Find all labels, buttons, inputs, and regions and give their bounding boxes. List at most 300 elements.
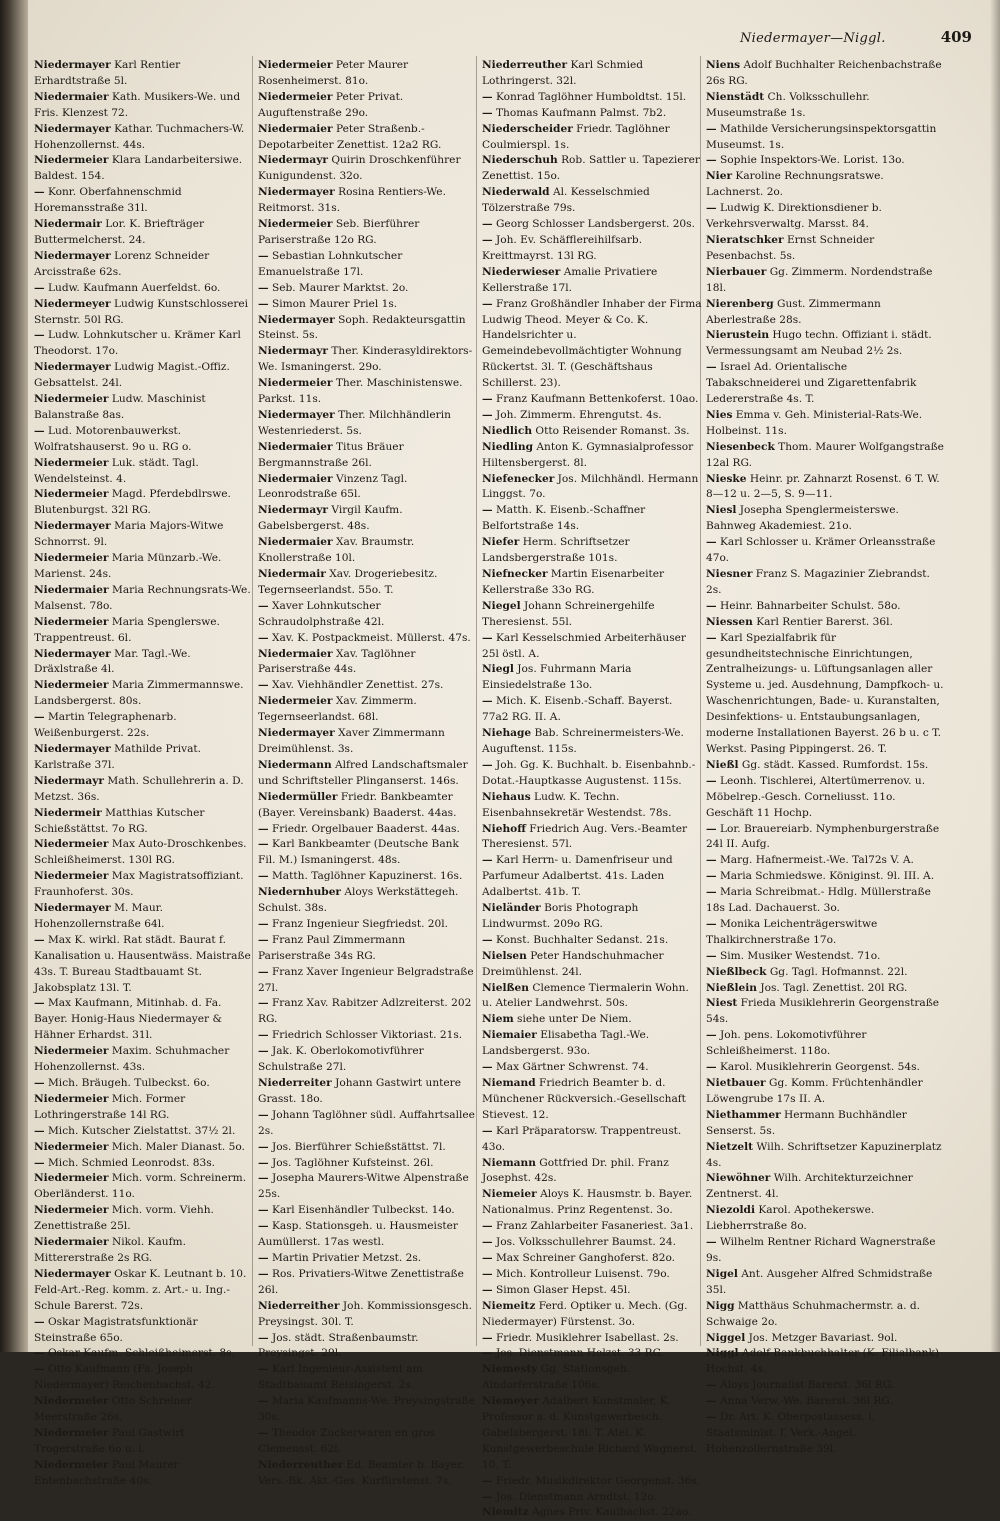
entry-details: Sebastian Lohnkutscher Emanuelstraße 17l. (258, 249, 403, 278)
directory-entry (482, 503, 702, 535)
directory-entry (706, 949, 944, 965)
entry-details: Josepha Maurers-Witwe Alpenstraße 25s. (258, 1172, 469, 1201)
directory-entry (34, 996, 254, 1044)
directory-entry (34, 933, 254, 997)
entry-details: Friedr. Bankbeamter (Bayer. Vereinsbank) Baaderst. 44as. (258, 790, 457, 819)
directory-entry (258, 726, 478, 758)
entry-details: Adolf Buchhalter Reichenbachstraße 26s RG. (706, 59, 942, 87)
directory-entry (34, 281, 254, 297)
directory-entry (482, 297, 702, 392)
directory-entry (34, 837, 254, 869)
entry-details: Wilh. Schriftsetzer Kapuzinerplatz 4s. (706, 1140, 942, 1169)
entry-details: Xaver Lohnkutscher Schraudolphstraße 42l. (258, 599, 385, 628)
entry-surname: Niederscheider (482, 122, 573, 135)
directory-entry (34, 185, 254, 217)
entry-surname: — (258, 870, 269, 883)
entry-surname: Niesl (706, 504, 737, 517)
directory-entry (706, 265, 944, 297)
directory-entry (34, 1140, 254, 1156)
entry-details: Adolf Bankbuchhalter (K. Filialbank) Hochst. 4s. (706, 1347, 940, 1376)
entry-details: Jos. Dienstmann Holzst. 33 RG. (492, 1347, 665, 1360)
entry-surname: — (258, 1251, 269, 1264)
entry-surname: Niedermaier (34, 583, 109, 596)
entry-details: Gg. Zimmerm. Nordendstraße 18l. (706, 265, 933, 294)
entry-surname: Niederreither (258, 1299, 340, 1312)
entry-details: Sophie Inspektors-We. Lorist. 13o. (716, 154, 905, 167)
directory-entry (258, 297, 478, 313)
directory-entry (258, 503, 478, 535)
entry-details: Oskar K. Leutnant b. 10. Feld-Art.-Reg. komm. z. Art.- u. Ing.-Schule Barerst. 72s. (34, 1267, 247, 1312)
entry-surname: Niedermaier (258, 440, 333, 453)
directory-entry (706, 297, 944, 329)
directory-column-3 (482, 58, 702, 1519)
entry-details: Jak. K. Oberlokomotivführer Schulstraße 27l. (258, 1045, 424, 1074)
directory-entry (34, 392, 254, 424)
entry-details: Luk. städt. Tagl. Wendelsteinst. 4. (34, 456, 199, 485)
entry-details: Mich. K. Eisenb.-Schaff. Bayerst. 77a2 RG. II. A. (482, 695, 673, 724)
entry-details: Ed. Beamter b. Bayer. Vers.-Bk. Akt.-Ges. Kurfürstenst. 7s. (258, 1458, 465, 1487)
directory-entry (706, 201, 944, 233)
entry-details: Anna Verw.-We. Barerst. 36l RG. (716, 1395, 893, 1408)
entry-surname: Niens (706, 59, 741, 71)
entry-surname: — (34, 1124, 45, 1137)
entry-details: Ludwig Kunstschlosserei Sternstr. 50l RG. (34, 297, 249, 326)
directory-entry (706, 408, 944, 440)
entry-details: Josepha Spenglermeisterswe. Bahnweg Akademiest. 21o. (706, 504, 899, 533)
directory-entry (34, 1267, 254, 1315)
directory-entry (258, 1299, 478, 1331)
page-edge-shadow (990, 0, 1000, 1352)
entry-details: Jos. Milchhändl. Hermann Linggst. 7o. (482, 472, 699, 501)
directory-entry (258, 535, 478, 567)
directory-entry (482, 1490, 702, 1506)
directory-entry (258, 1426, 478, 1458)
entry-surname: Niedermayer (258, 186, 335, 199)
entry-surname: — (706, 774, 717, 787)
entry-details: Gg. Komm. Früchtenhändler Löwengrube 17s II. A. (706, 1077, 923, 1105)
entry-details: Maria Spenglerswe. Trappentreust. 6l. (34, 615, 220, 644)
directory-entry (34, 153, 254, 185)
entry-surname: — (258, 822, 269, 835)
entry-surname: — (482, 758, 493, 771)
entry-surname: Niehoff (482, 822, 526, 835)
directory-entry (258, 408, 478, 440)
entry-surname: Niedermayer (34, 1267, 111, 1280)
entry-details: Wilh. Architekturzeichner Zentnerst. 4l. (706, 1172, 913, 1201)
directory-entry (34, 1394, 254, 1426)
directory-entry (34, 1203, 254, 1235)
entry-details: Max Magistratsoffiziant. Fraunhoferst. 30s. (34, 870, 244, 899)
entry-details: Math. Schullehrerin a. D. Metzst. 36s. (34, 774, 244, 803)
entry-details: Karl Rentier Erhardtstraße 5l. (34, 59, 181, 87)
entry-surname: Niedermair (258, 568, 326, 580)
entry-surname: — (258, 1029, 269, 1042)
directory-entry (34, 1124, 254, 1140)
directory-entry (706, 615, 944, 631)
entry-surname: — (34, 1363, 45, 1376)
entry-surname: — (34, 1156, 45, 1169)
entry-details: Karoline Rechnungsratswe. Lachnerst. 2o. (706, 170, 884, 199)
directory-entry (258, 837, 478, 869)
entry-details: Johann Schreinergehilfe Theresienst. 55l. (482, 599, 655, 628)
directory-entry (706, 965, 944, 981)
entry-surname: Niedermaier (258, 472, 333, 485)
directory-entry (482, 122, 702, 154)
entry-details: Max K. wirkl. Rat städt. Baurat f. Kanalisation u. Hausentwäss. Maistraße 43s. T. Bureau Stadtbauamt St. Jakobsplatz 13l. T. (34, 933, 251, 994)
entry-surname: Niedermaier (34, 90, 109, 103)
entry-details: Ludwig K. Direktionsdiener b. Verkehrsverwaltg. Marsst. 84. (706, 202, 882, 231)
directory-entry (706, 1346, 944, 1378)
entry-details: Ludw. Maschinist Balanstraße 8as. (34, 393, 206, 421)
directory-entry (706, 58, 944, 90)
entry-details: Monika Leichenträgerswitwe Thalkirchnerstraße 17o. (706, 917, 878, 946)
entry-details: Rosina Rentiers-We. Reitmorst. 31s. (258, 186, 446, 215)
entry-details: Marg. Hafnermeist.-We. Tal72s V. A. (716, 854, 914, 867)
entry-surname: — (482, 233, 493, 246)
directory-entry (482, 1346, 702, 1362)
directory-entry (706, 440, 944, 472)
entry-details: Kathar. Tuchmachers-W. Hohenzollernst. 44s. (34, 122, 245, 151)
entry-surname: Niedermaier (34, 1236, 109, 1249)
entry-surname: — (482, 504, 493, 517)
directory-entry (706, 360, 944, 408)
entry-surname: — (706, 1236, 717, 1249)
entry-surname: — (258, 249, 269, 262)
entry-details: Joh. Gg. K. Buchhalt. b. Eisenbahnb.-Dotat.-Hauptkasse Augustenst. 115s. (482, 758, 696, 787)
directory-entry (482, 1028, 702, 1060)
entry-details: Hugo techn. Offiziant i. städt. Vermessungsamt am Neubad 2½ 2s. (706, 329, 932, 358)
entry-details: Karol. Musiklehrerin Georgenst. 54s. (716, 1061, 920, 1074)
entry-details: Gottfried Dr. phil. Franz Josephst. 42s. (482, 1156, 669, 1185)
directory-entry (482, 1283, 702, 1299)
entry-surname: — (258, 631, 269, 644)
entry-details: Mich. Bräugeh. Tulbeckst. 6o. (44, 1077, 210, 1089)
directory-entry (482, 1156, 702, 1188)
entry-surname: Niedermeier (34, 1140, 109, 1153)
directory-entry (258, 1267, 478, 1299)
entry-details: Konrad Taglöhner Humboldtst. 15l. (492, 90, 687, 103)
directory-entry (706, 328, 944, 360)
entry-details: Karl Bankbeamter (Deutsche Bank Fil. M.) Ismaningerst. 48s. (258, 838, 459, 867)
entry-details: Lud. Motorenbauwerkst. Wolfratshauserst. 9o u. RG o. (34, 424, 192, 453)
entry-surname: Niehaus (482, 790, 531, 803)
entry-details: Otto Schreiner Meerstraße 26s. (34, 1395, 192, 1424)
entry-surname: Niederreuther (482, 59, 568, 71)
entry-surname: — (482, 106, 493, 119)
entry-details: Hermann Buchhändler Senserst. 5s. (706, 1108, 907, 1137)
entry-details: Otto Kaufmann (Fa. Joseph Niedermayer) Reichenbachst. 42. (34, 1363, 215, 1392)
directory-entry (706, 1378, 944, 1394)
entry-details: Franz Zahlarbeiter Fasaneriest. 3a1. (492, 1220, 694, 1233)
entry-surname: Niedermayer (34, 647, 111, 660)
entry-details: Friedrich Beamter b. d. Münchener Rückversich.-Gesellschaft Stievest. 12. (482, 1077, 686, 1121)
entry-surname: — (34, 424, 45, 437)
entry-surname: Niedermayer (34, 902, 111, 915)
directory-entry (482, 726, 702, 758)
entry-surname: Nieländer (482, 902, 541, 915)
entry-details: Xav. Braumstr. Knollerstraße 10l. (258, 536, 415, 565)
entry-surname: Niggl (706, 1347, 739, 1360)
directory-entry (258, 440, 478, 472)
entry-surname: Niedermeier (34, 1045, 109, 1058)
entry-details: Peter Maurer Rosenheimerst. 81o. (258, 59, 409, 87)
directory-entry (482, 1012, 702, 1028)
entry-details: Virgil Kaufm. Gabelsbergerst. 48s. (258, 504, 403, 533)
entry-surname: Niedermair (34, 218, 102, 231)
directory-entry (34, 583, 254, 615)
entry-details: Emma v. Geh. Ministerial-Rats-We. Holbeinst. 11s. (706, 408, 923, 437)
entry-surname: Niedermayer (34, 249, 111, 262)
entry-surname: — (482, 1283, 493, 1296)
directory-entry (34, 1426, 254, 1458)
entry-surname: Niederwieser (482, 265, 561, 278)
directory-entry (34, 424, 254, 456)
entry-surname: — (482, 1251, 493, 1264)
entry-surname: — (706, 949, 717, 962)
entry-surname: Nielßen (482, 981, 529, 994)
entry-surname: — (258, 838, 269, 851)
entry-surname: Niest (706, 997, 738, 1010)
entry-surname: Nießlbeck (706, 965, 767, 978)
entry-surname: Nieratschker (706, 233, 784, 246)
directory-entry (34, 901, 254, 933)
entry-details: Franz Großhändler Inhaber der Firma Ludwig Theod. Meyer & Co. K. Handelsrichter u. Gemeindebevollmächtigter Wohnung Rückertst. 3l. T. (Geschäftshaus Schillerst. 23). (482, 297, 702, 390)
entry-details: Gg. Tagl. Hofmannst. 22l. (766, 965, 908, 978)
directory-entry (706, 869, 944, 885)
entry-surname: — (706, 870, 717, 883)
directory-entry (482, 1251, 702, 1267)
entry-surname: — (482, 933, 493, 946)
directory-entry (34, 1315, 254, 1347)
entry-details: Jos. Tagl. Zenettist. 20l RG. (757, 981, 908, 994)
entry-surname: — (706, 361, 717, 374)
directory-entry (482, 185, 702, 217)
directory-entry (258, 185, 478, 217)
entry-surname: Nigel (706, 1267, 738, 1280)
entry-surname: — (258, 1140, 269, 1153)
entry-surname: — (482, 393, 493, 406)
directory-entry (482, 408, 702, 424)
entry-details: Friedr. Musikdirektor Georgenst. 36s. (492, 1474, 701, 1487)
entry-details: Seb. Maurer Marktst. 2o. (268, 281, 409, 294)
entry-details: Karl Eisenhändler Tulbeckst. 14o. (268, 1204, 455, 1217)
entry-surname: Nielsen (482, 949, 527, 962)
entry-details: Max Auto-Droschkenbes. Schleißheimerst. 130l RG. (34, 838, 247, 867)
directory-entry (706, 1331, 944, 1347)
directory-entry (258, 1028, 478, 1044)
entry-surname: Niewöhner (706, 1172, 771, 1185)
directory-entry (706, 981, 944, 997)
directory-entry (482, 217, 702, 233)
entry-surname: Niedermeier (34, 456, 109, 469)
directory-entry (34, 647, 254, 679)
entry-details: Seb. Bierführer Pariserstraße 12o RG. (258, 218, 420, 246)
entry-details: Thomas Kaufmann Palmst. 7b2. (492, 106, 667, 119)
entry-details: Ros. Privatiers-Witwe Zenettistraße 26l. (258, 1267, 464, 1296)
directory-entry (258, 1171, 478, 1203)
entry-surname: Nietbauer (706, 1077, 766, 1089)
entry-surname: Niefnecker (482, 568, 548, 580)
entry-surname: — (706, 122, 717, 135)
entry-details: Agnes Priv. Kaulbachst. 22ao. (528, 1506, 692, 1519)
directory-entry (482, 392, 702, 408)
entry-details: Clemence Tiermalerin Wohn. u. Atelier Landwehrst. 50s. (482, 981, 689, 1010)
entry-details: Ernst Schneider Pesenbachst. 5s. (706, 233, 875, 262)
entry-surname: — (706, 854, 717, 867)
entry-surname: — (482, 90, 493, 103)
directory-entry (34, 1458, 254, 1490)
directory-entry (482, 1474, 702, 1490)
directory-entry (34, 1235, 254, 1267)
entry-surname: — (482, 1124, 493, 1137)
directory-entry (482, 106, 702, 122)
directory-entry (482, 1187, 702, 1219)
directory-entry (34, 1362, 254, 1394)
entry-surname: Niedermayer (258, 727, 335, 740)
directory-entry (482, 90, 702, 106)
entry-surname: Niedermeier (34, 838, 109, 851)
entry-surname: Nierbauer (706, 265, 767, 278)
directory-entry (34, 487, 254, 519)
directory-entry (482, 1124, 702, 1156)
directory-entry (482, 535, 702, 567)
entry-surname: Niedermeier (34, 154, 109, 167)
directory-entry (34, 1156, 254, 1172)
entry-surname: Niedermeier (258, 218, 333, 231)
entry-surname: Niedermeier (258, 59, 333, 71)
entry-details: Martin Eisenarbeiter Kellerstraße 33o RG. (482, 568, 665, 596)
entry-surname: — (482, 218, 493, 231)
entry-details: Gg. städt. Kassed. Rumfordst. 15s. (738, 758, 929, 771)
entry-details: siehe unter De Niem. (513, 1013, 632, 1026)
entry-surname: Nies (706, 408, 733, 421)
entry-surname: Niedlich (482, 424, 533, 437)
entry-surname: Niedermann (258, 758, 332, 771)
entry-details: Martin Privatier Metzst. 2s. (268, 1251, 422, 1264)
entry-surname: Nieske (706, 472, 747, 485)
entry-details: Ther. Maschinistenswe. Parkst. 11s. (258, 377, 463, 406)
entry-details: Nikol. Kaufm. Mittererstraße 2s RG. (34, 1236, 186, 1264)
entry-surname: Nießlein (706, 981, 757, 994)
entry-details: Ant. Ausgeher Alfred Schmidstraße 35l. (706, 1267, 933, 1296)
entry-surname: — (706, 599, 717, 612)
entry-details: Matthias Kutscher Schießstättst. 7o RG. (34, 806, 205, 835)
entry-details: Titus Bräuer Bergmannstraße 26l. (258, 440, 404, 469)
entry-surname: — (258, 965, 269, 978)
entry-details: Joh. Kommissionsgesch. Preysingst. 30l. T. (258, 1299, 472, 1328)
entry-surname: — (258, 1220, 269, 1233)
entry-surname: Niedermayr (258, 154, 328, 167)
entry-surname: Niedermaier (258, 647, 333, 660)
directory-entry (258, 1219, 478, 1251)
entry-details: Xav. Taglöhner Pariserstraße 44s. (258, 647, 416, 676)
entry-surname: — (34, 1315, 45, 1328)
entry-details: Ludwig Magist.-Offiz. Gebsattelst. 24l. (34, 361, 230, 390)
entry-surname: — (34, 1077, 45, 1089)
entry-details: Leonh. Tischlerei, Altertümerrenov. u. Möbelrep.-Gesch. Corneliusst. 11o. Geschäft 11 Hochp. (706, 774, 926, 819)
entry-details: Jos. Fuhrmann Maria Einsiedelstraße 13o. (482, 663, 632, 692)
directory-entry (482, 822, 702, 854)
directory-entry (706, 917, 944, 949)
entry-surname: Niedermaier (258, 122, 333, 135)
entry-surname: — (258, 297, 269, 310)
directory-entry (482, 1331, 702, 1347)
entry-details: Friedrich Schlosser Viktoriast. 21s. (268, 1029, 463, 1042)
entry-surname: Niedermeier (34, 1458, 109, 1471)
entry-surname: — (258, 1395, 269, 1408)
entry-details: Franz Ingenieur Siegfriedst. 20l. (268, 917, 449, 930)
entry-surname: — (482, 631, 493, 644)
entry-details: Jos. Bierführer Schießstättst. 7l. (268, 1140, 446, 1153)
entry-surname: — (482, 695, 493, 708)
entry-details: Martin Telegraphenarb. Weißenburgerst. 22s. (34, 711, 177, 740)
entry-details: Klara Landarbeitersiwe. Baldest. 154. (34, 154, 243, 183)
entry-details: Lor. K. Briefträger Buttermelcherst. 24. (34, 218, 205, 246)
entry-details: Matth. K. Eisenb.-Schaffner Belfortstraße 14s. (482, 504, 646, 533)
entry-details: Dr. Art. K. Oberpostassess. i. Staatsminist. f. Verk.-Angel. Hohenzollernstraße 39l. (706, 1411, 875, 1455)
directory-entry (34, 519, 254, 551)
entry-details: Jos. Taglöhner Kufsteinst. 26l. (268, 1156, 434, 1169)
entry-details: Gg. Stationsgeh. Aindorferstraße 106s. (482, 1363, 631, 1392)
entry-details: Karl Herrn- u. Damenfriseur und Parfumeur Adalbertst. 41s. Laden Adalbertst. 41b. T. (482, 854, 673, 899)
directory-entry (34, 297, 254, 329)
entry-surname: — (258, 997, 269, 1010)
entry-details: Quirin Droschkenführer Kunigundenst. 32o. (258, 154, 461, 183)
entry-details: Simon Maurer Priel 1s. (268, 297, 398, 310)
directory-entry (34, 742, 254, 774)
directory-entry (258, 1140, 478, 1156)
entry-details: Ther. Kinderasyldirektors-We. Ismaningerst. 29o. (258, 345, 473, 374)
entry-details: Lorenz Schneider Arcisstraße 62s. (34, 249, 210, 278)
entry-surname: — (34, 329, 45, 342)
entry-surname: Niemeyer (482, 1395, 539, 1408)
directory-entry (482, 440, 702, 472)
entry-details: Max Gärtner Schwrenst. 74. (492, 1061, 649, 1074)
entry-surname: Nierustein (706, 329, 770, 342)
directory-entry (34, 1092, 254, 1124)
entry-surname: — (258, 1426, 269, 1439)
entry-surname: — (706, 1061, 717, 1074)
entry-details: Xav. Viehhändler Zenettist. 27s. (268, 679, 444, 692)
directory-entry (258, 1108, 478, 1140)
entry-details: Oskar Magistratsfunktionär Steinstraße 65o. (34, 1315, 198, 1344)
entry-details: Alfred Landschaftsmaler und Schriftsteller Plinganserst. 146s. (258, 758, 468, 787)
directory-entry (258, 1044, 478, 1076)
entry-surname: Niethammer (706, 1108, 781, 1121)
directory-column-4 (706, 58, 944, 1455)
entry-details: Otto Reisender Romanst. 3s. (532, 424, 690, 437)
directory-entry (258, 1331, 478, 1363)
directory-entry (258, 1362, 478, 1394)
entry-details: Ludw. Kaufmann Auerfeldst. 6o. (44, 281, 221, 294)
directory-entry (258, 996, 478, 1028)
entry-surname: — (482, 1061, 493, 1074)
entry-details: Maria Münzarb.-We. Marienst. 24s. (34, 552, 222, 580)
directory-entry (482, 153, 702, 185)
entry-surname: — (34, 933, 45, 946)
entry-surname: — (258, 1172, 269, 1185)
entry-surname: — (258, 1363, 269, 1376)
entry-surname: Nietzelt (706, 1140, 754, 1153)
directory-entry (34, 1346, 254, 1362)
entry-surname: Niegel (482, 599, 521, 612)
entry-surname: Niggel (706, 1331, 746, 1344)
entry-surname: Niedermeier (34, 393, 109, 406)
entry-details: Mathilde Privat. Karlstraße 37l. (34, 742, 202, 771)
entry-details: Anton K. Gymnasialprofessor Hiltensbergerst. 8l. (482, 440, 694, 469)
entry-surname: — (34, 711, 45, 724)
directory-entry (706, 1394, 944, 1410)
